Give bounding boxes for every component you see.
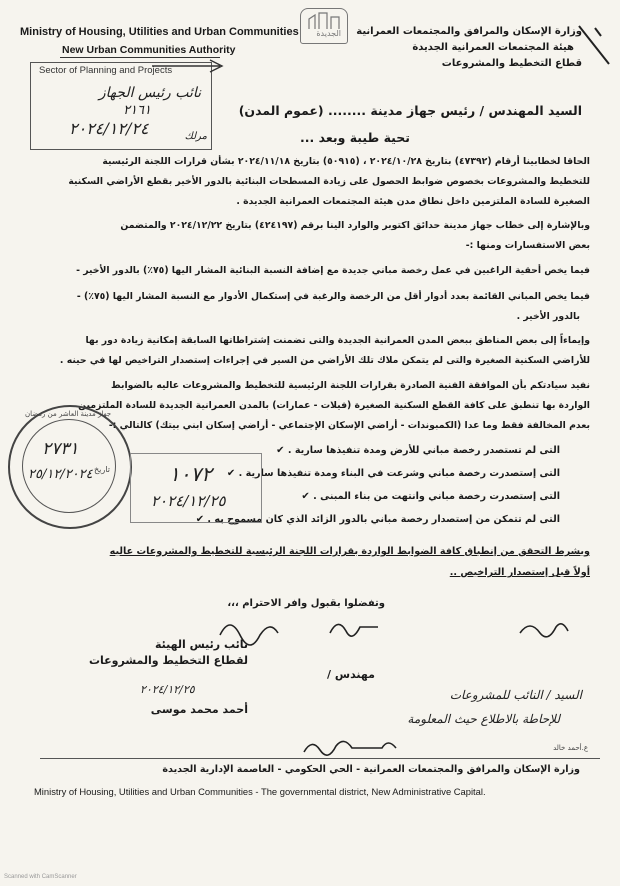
signature-title1: نائب رئيس الهيئة <box>154 638 248 651</box>
registration-box <box>130 453 262 523</box>
check-bullet-icon: ✔ <box>301 491 310 502</box>
header-en-authority: New Urban Communities Authority <box>62 44 236 56</box>
arrow-mark <box>150 56 230 76</box>
check-bullet-icon: ✔ <box>195 514 205 525</box>
signature-name: أحمد محمد موسى <box>150 703 248 716</box>
approval-scribble <box>300 734 420 760</box>
corner-pen-mark <box>575 20 615 70</box>
header-en-ministry: Ministry of Housing, Utilities and Urban Communities <box>20 26 299 38</box>
case-2-text: التى إستصدرت رخصة مباني وشرعت في البناء ومدة تنفيذها سارية . <box>238 468 560 479</box>
p1-line3: الصغيرة للسادة الملتزمين داخل نطاق مدن هيئة المجتمعات العمرانية الجديدة . <box>236 196 590 207</box>
logo-building-icon <box>301 11 347 31</box>
case-3-text: التى إستصدرت رخصة مباني وانتهت من بناء المبنى . <box>313 491 560 502</box>
stamp-date-label: تاريخ <box>94 465 110 474</box>
question-1-text: فيما يخص أحقية الراغبين في عمل رخصة مباني جديدة مع إضافة النسبة البنائية المشار اليها (٧٥٪) بالدور الأخير <box>83 265 590 276</box>
question-2-line2: بالدور الأخير . <box>516 311 580 322</box>
closing: وتفضلوا بقبول وافر الاحترام ،،، <box>227 598 385 609</box>
signature-engineer: مهندس / <box>327 668 375 681</box>
signature-hw-date: ٢٠٢٤/١٢/٢٥ <box>140 683 195 696</box>
check-bullet-icon: ✔ <box>276 445 285 456</box>
stamp-line4: مرلك <box>184 131 207 142</box>
initials: ع.أحمد خالد <box>553 744 588 752</box>
stamp-line1: نائب رئيس الجهاز <box>98 85 201 101</box>
p2-line2: بعض الاستفسارات ومنها :- <box>465 240 590 251</box>
case-1-text: التى لم تستصدر رخصة مباني للأرض ومدة تنفيذها سارية . <box>287 445 560 456</box>
handwritten-note2: للإحاطة بالاطلاع حيث المعلومة <box>407 712 560 726</box>
question-1: فيما يخص أحقية الراغبين في عمل رخصة مباني جديدة مع إضافة النسبة البنائية المشار اليها (٧٥٪) بالدور الأخير - <box>76 265 590 276</box>
scan-watermark: Scanned with CamScanner <box>4 874 77 880</box>
case-4-text: التى لم تتمكن من إستصدار رخصة مباني بالدور الزائد الذي كان مسموح به . <box>207 514 560 525</box>
p3-line1: وإيماءاً إلى بعض المناطق ببعض المدن العمرانية الجديدة والتى تضمنت إشتراطاتها السابقة إمكانية زيادة دور بها <box>85 335 590 346</box>
check-bullet-icon: ✔ <box>226 468 236 479</box>
stamp-line2: ٢١٦١ <box>123 103 151 118</box>
stamp-ring-text: جهاز مدينة العاشر من رمضان <box>24 410 112 418</box>
logo-text: الجديدة <box>316 29 341 38</box>
p1-line1: الحاقا لخطابينا أرقام (٤٧٣٩٢) بتاريخ ٢٠٢٤/١٠/٢٨ ، (٥٠٩١٥) بتاريخ ٢٠٢٤/١١/١٨ بشأن قرارات اللجنة الرئيسية <box>102 156 590 167</box>
header-ar-ministry: وزارة الإسكان والمرافق والمجتمعات العمرانية <box>356 26 582 37</box>
condition-line2: أولاً قبل إستصدار التراخيص .. <box>449 567 590 578</box>
registration-number: ١٠٧٢ <box>169 462 212 486</box>
header-en-sector: Sector of Planning and Projects <box>39 65 173 76</box>
p2-line1: وبالإشارة إلى خطاب جهاز مدينة حدائق اكتوبر والوارد الينا برقم (٤٢٤١٩٧) بتاريخ ٢٠٢٤/١٢/٢٢ والمتضمن <box>120 220 590 231</box>
stamp-date-value: ٢٥/١٢/٢٠٢٤ <box>28 467 93 482</box>
footer-ar: وزارة الإسكان والمرافق والمجتمعات العمرانية - الحي الحكومي - العاصمة الإدارية الجديدة <box>162 764 580 775</box>
registration-date: ٢٠٢٤/١٢/٢٥ <box>151 492 226 510</box>
stamp-date: ٢٠٢٤/١٢/٢٤ <box>69 119 149 138</box>
signature-title2: لقطاع التخطيط والمشروعات <box>88 654 248 667</box>
case-3 <box>301 491 560 502</box>
recipient-line: السيد المهندس / رئيس جهاز مدينة ........ (عموم المدن) <box>238 103 582 118</box>
footer-rule <box>40 758 600 759</box>
footer-en: Ministry of Housing, Utilities and Urban Communities - The governmental district, New Administrative Capital. <box>34 786 486 797</box>
stamp-number: ٢٧٣١ <box>42 439 79 459</box>
condition-line1: ويشرط التحقق من إنطباق كافة الضوابط الواردة بقرارات اللجنة الرئيسية للتخطيط والمشروعات عاليه <box>109 546 590 557</box>
question-2: فيما يخص المباني القائمة بعدد أدوار أقل من الرخصة والرغبة في إستكمال الأدوار مع النسبة المشار اليها (٧٥٪) - <box>76 291 590 302</box>
case-1 <box>276 445 560 456</box>
header-ar-authority: هيئة المجتمعات العمرانية الجديدة <box>412 42 574 53</box>
p1-line2: للتخطيط والمشروعات بخصوص ضوابط الحصول على زيادة المسطحات البنائية بالدور الأخير بقطع الأراضي السكنية <box>68 176 590 187</box>
incoming-stamp <box>8 405 132 529</box>
question-2-text: فيما يخص المباني القائمة بعدد أدوار أقل من الرخصة والرغبة في إستكمال الأدوار مع النسبة المشار اليها (٧٥٪) <box>84 291 590 302</box>
authority-logo <box>300 8 348 44</box>
p4-line1: نفيد سيادتكم بأن الموافقة الفنية الصادرة بقرارات اللجنة الرئيسية للتخطيط والمشروعات عاليه بالضوابط <box>111 380 590 391</box>
p4-line3: بعدم المخالفة فقط وما عدا (الكمبوندات - أراضي الإسكان الإجتماعي - أراضي إسكان ابني بيتك) كالتالي :- <box>108 420 590 431</box>
p3-line2: للأراضي السكنية الصغيرة والتى لم يتمكن ملاك تلك الأراضي من السير في إجراءات إستصدار التراخيص لها في حينه . <box>59 355 590 366</box>
header-ar-sector: قطاع التخطيط والمشروعات <box>441 58 582 69</box>
salutation: تحية طيبة وبعد ... <box>300 130 410 145</box>
p4-line2: الواردة بها تنطبق على كافة القطع السكنية الصغيرة (فيلات - عمارات) بالمدن العمرانية الجديدة للسادة الملتزمين <box>78 400 590 411</box>
handwritten-note1: السيد / النائب للمشروعات <box>449 688 582 702</box>
case-2 <box>227 468 560 479</box>
